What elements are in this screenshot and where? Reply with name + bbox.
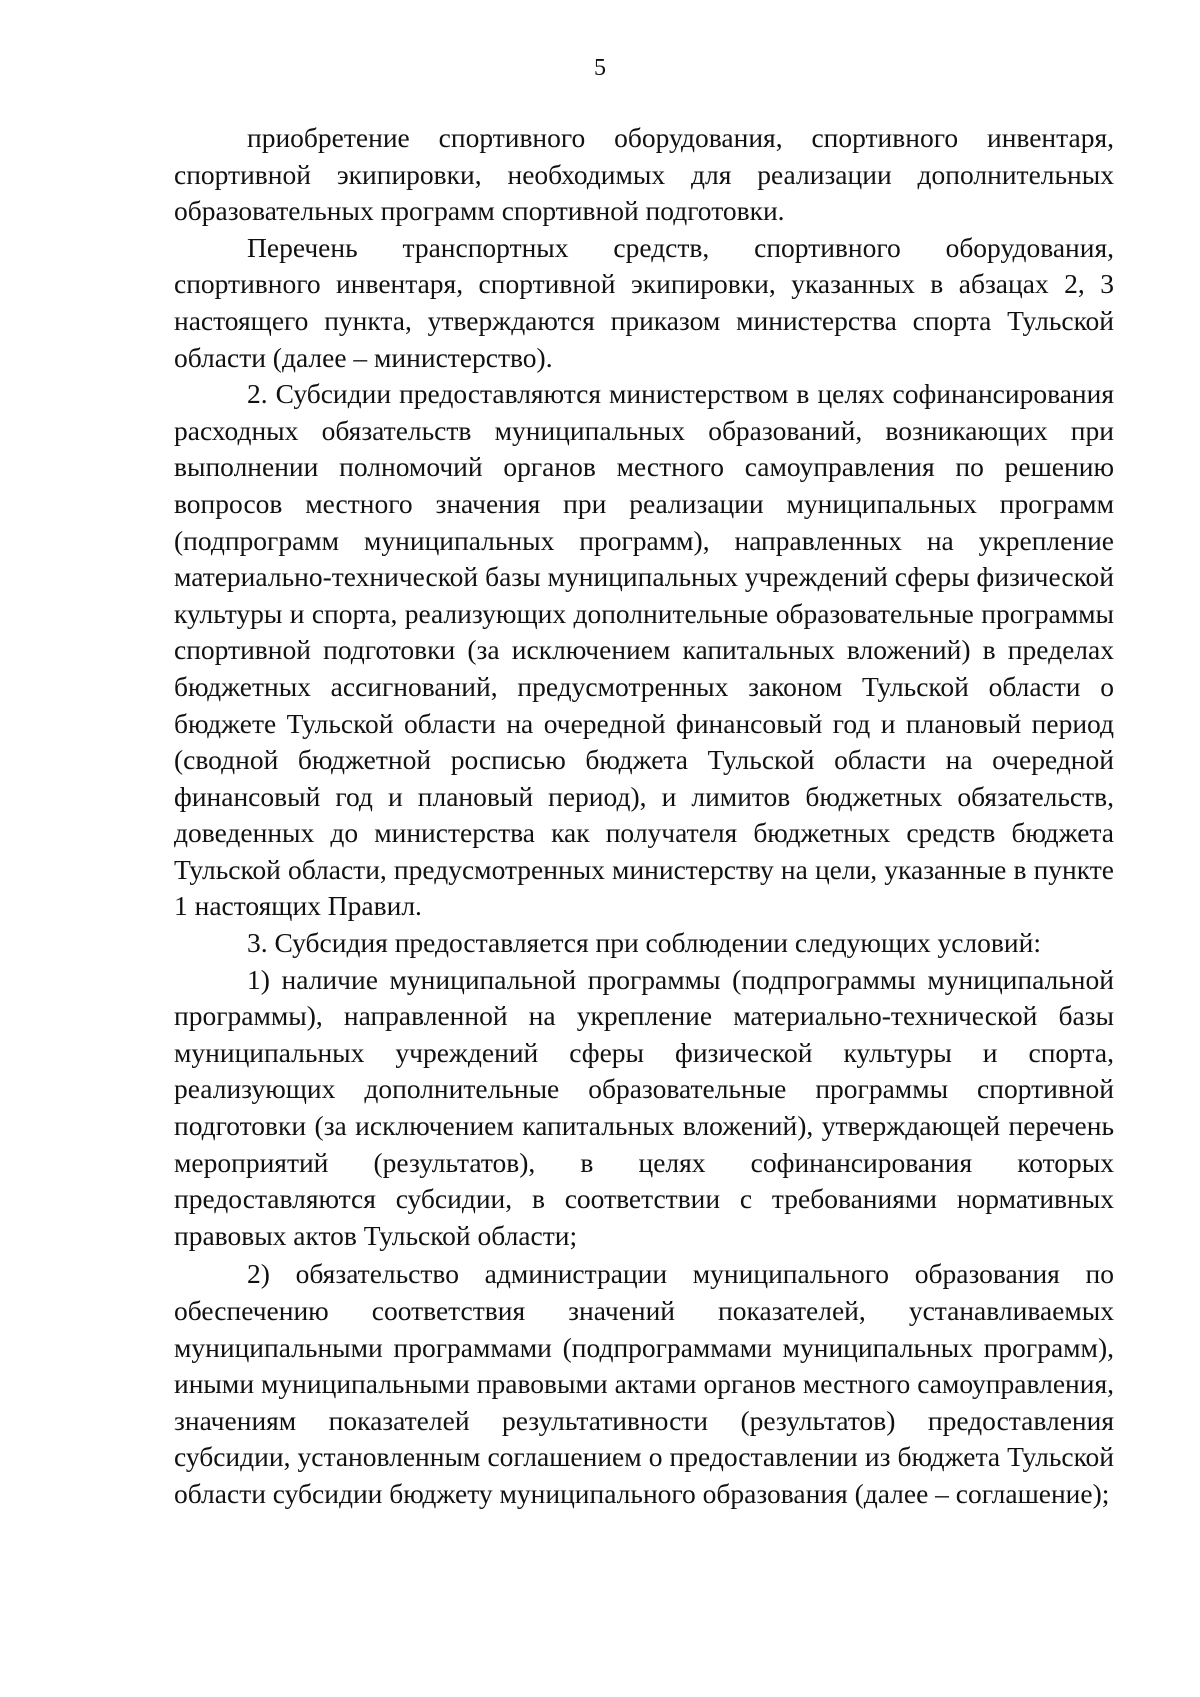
paragraph-item-2-subsidies: 2. Субсидии предоставляются министерством в целях софинансирования расходных обязательств муниципальных образований, возникающих при выполнении полномочий органов местного самоуправления по решению вопросов местного значения при реализации муниципальных программ (подпрограмм муниципальных программ), направленных на укрепление материально-технической базы муниципальных учреждений сферы физической культуры и спорта, реализующих дополнительные образовательные программы спортивной подготовки (за исключением капитальных вложений) в пределах бюджетных ассигнований, предусмотренных законом Тульской области о бюджете Тульской области на очередной финансовый год и плановый период (сводной бюджетной росписью бюджета Тульской области на очередной финансовый год и плановый период), и лимитов бюджетных обязательств, доведенных до министерства как получателя бюджетных средств бюджета Тульской области, предусмотренных министерству на цели, указанные в пункте 1 настоящих Правил. xyxy=(174,378,1114,922)
paragraph-item-3-conditions: 3. Субсидия предоставляется при соблюдении следующих условий: xyxy=(247,927,1041,959)
paragraph-condition-1: 1) наличие муниципальной программы (подпрограммы муниципальной программы), направленной на укрепление материально-технической базы муниципальных учреждений сферы физической культуры и спорта, реализующих дополнительные образовательные программы спортивной подготовки (за исключением капитальных вложений), утверждающей перечень мероприятий (результатов), в целях софинансирования которых предоставляются субсидии, в соответствии с требованиями нормативных правовых актов Тульской области; xyxy=(174,963,1114,1251)
paragraph-equipment-list: Перечень транспортных средств, спортивного оборудования, спортивного инвентаря, спортивной экипировки, указанных в абзацах 2, 3 настоящего пункта, утверждаются приказом министерства спорта Тульской области (далее – министерство). xyxy=(174,231,1114,373)
document-body xyxy=(174,120,1114,1513)
paragraph-equipment-purchase: приобретение спортивного оборудования, спортивного инвентаря, спортивной экипировки, необходимых для реализации дополнительных образовательных программ спортивной подготовки. xyxy=(174,122,1114,227)
page-number: 5 xyxy=(594,55,606,81)
paragraph-condition-2: 2) обязательство администрации муниципального образования по обеспечению соответствия значений показателей, устанавливаемых муниципальными программами (подпрограммами муниципальных программ), иными муниципальными правовыми актами органов местного самоуправления, значениям показателей результативности (результатов) предоставления субсидии, установленным соглашением о предоставлении из бюджета Тульской области субсидии бюджету муниципального образования (далее – соглашение); xyxy=(174,1258,1114,1509)
